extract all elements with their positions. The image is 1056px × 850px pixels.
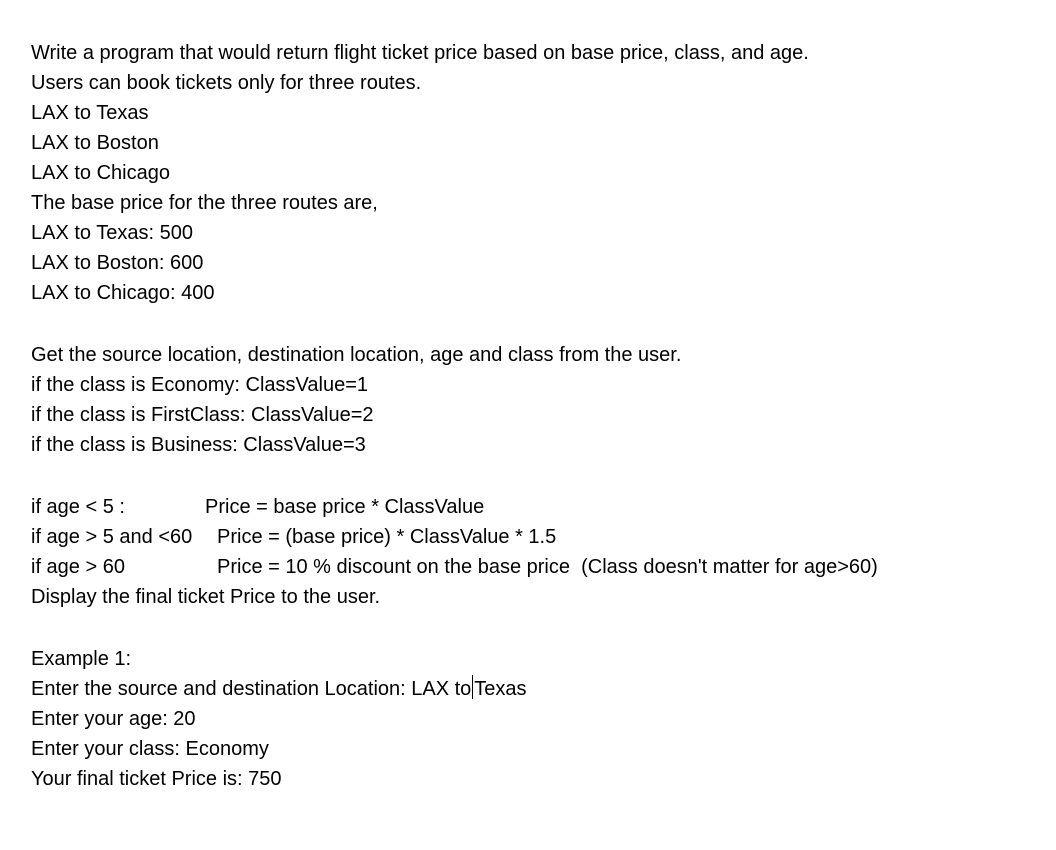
- example-age-line: Enter your age: 20: [31, 708, 196, 730]
- age-rule-formula: Price = base price * ClassValue: [205, 496, 485, 518]
- class-value-line: if the class is FirstClass: ClassValue=2: [31, 404, 374, 426]
- paragraph-gap: [31, 308, 1031, 340]
- example-result-line: Your final ticket Price is: 750: [31, 768, 282, 790]
- input-instruction: Get the source location, destination location, age and class from the user.: [31, 344, 682, 366]
- example-location-line: [31, 674, 1031, 704]
- base-price-heading: The base price for the three routes are,: [31, 192, 378, 214]
- age-rule-formula: Price = (base price) * ClassValue * 1.5: [217, 526, 557, 548]
- display-instruction: Display the final ticket Price to the user.: [31, 586, 381, 608]
- base-price-line: LAX to Chicago: 400: [31, 282, 215, 304]
- route-line: LAX to Texas: [31, 102, 149, 124]
- age-rule-row: [31, 552, 1031, 582]
- route-line: LAX to Boston: [31, 132, 159, 154]
- age-rule-condition: if age > 60: [31, 556, 125, 578]
- paragraph-gap: [31, 460, 1031, 492]
- age-rule-formula: Price = 10 % discount on the base price (Class doesn't matter for age>60): [217, 556, 878, 578]
- example-location-prompt: Enter the source and destination Location: LAX to: [31, 678, 472, 700]
- class-value-line: if the class is Economy: ClassValue=1: [31, 374, 369, 396]
- age-rule-row: [31, 492, 1031, 522]
- route-line: LAX to Chicago: [31, 162, 170, 184]
- class-value-line: if the class is Business: ClassValue=3: [31, 434, 366, 456]
- example-class-line: Enter your class: Economy: [31, 738, 269, 760]
- intro-line-1: Write a program that would return flight ticket price based on base price, class, and age.: [31, 42, 809, 64]
- base-price-line: LAX to Texas: 500: [31, 222, 193, 244]
- intro-line-2: Users can book tickets only for three routes.: [31, 72, 422, 94]
- age-rule-row: [31, 522, 1031, 552]
- age-rule-condition: if age > 5 and <60: [31, 526, 193, 548]
- base-price-line: LAX to Boston: 600: [31, 252, 204, 274]
- example-location-destination: Texas: [474, 678, 527, 700]
- document-body: [31, 38, 1031, 794]
- example-title: Example 1:: [31, 648, 132, 670]
- paragraph-gap: [31, 612, 1031, 644]
- age-rule-condition: if age < 5 :: [31, 496, 125, 518]
